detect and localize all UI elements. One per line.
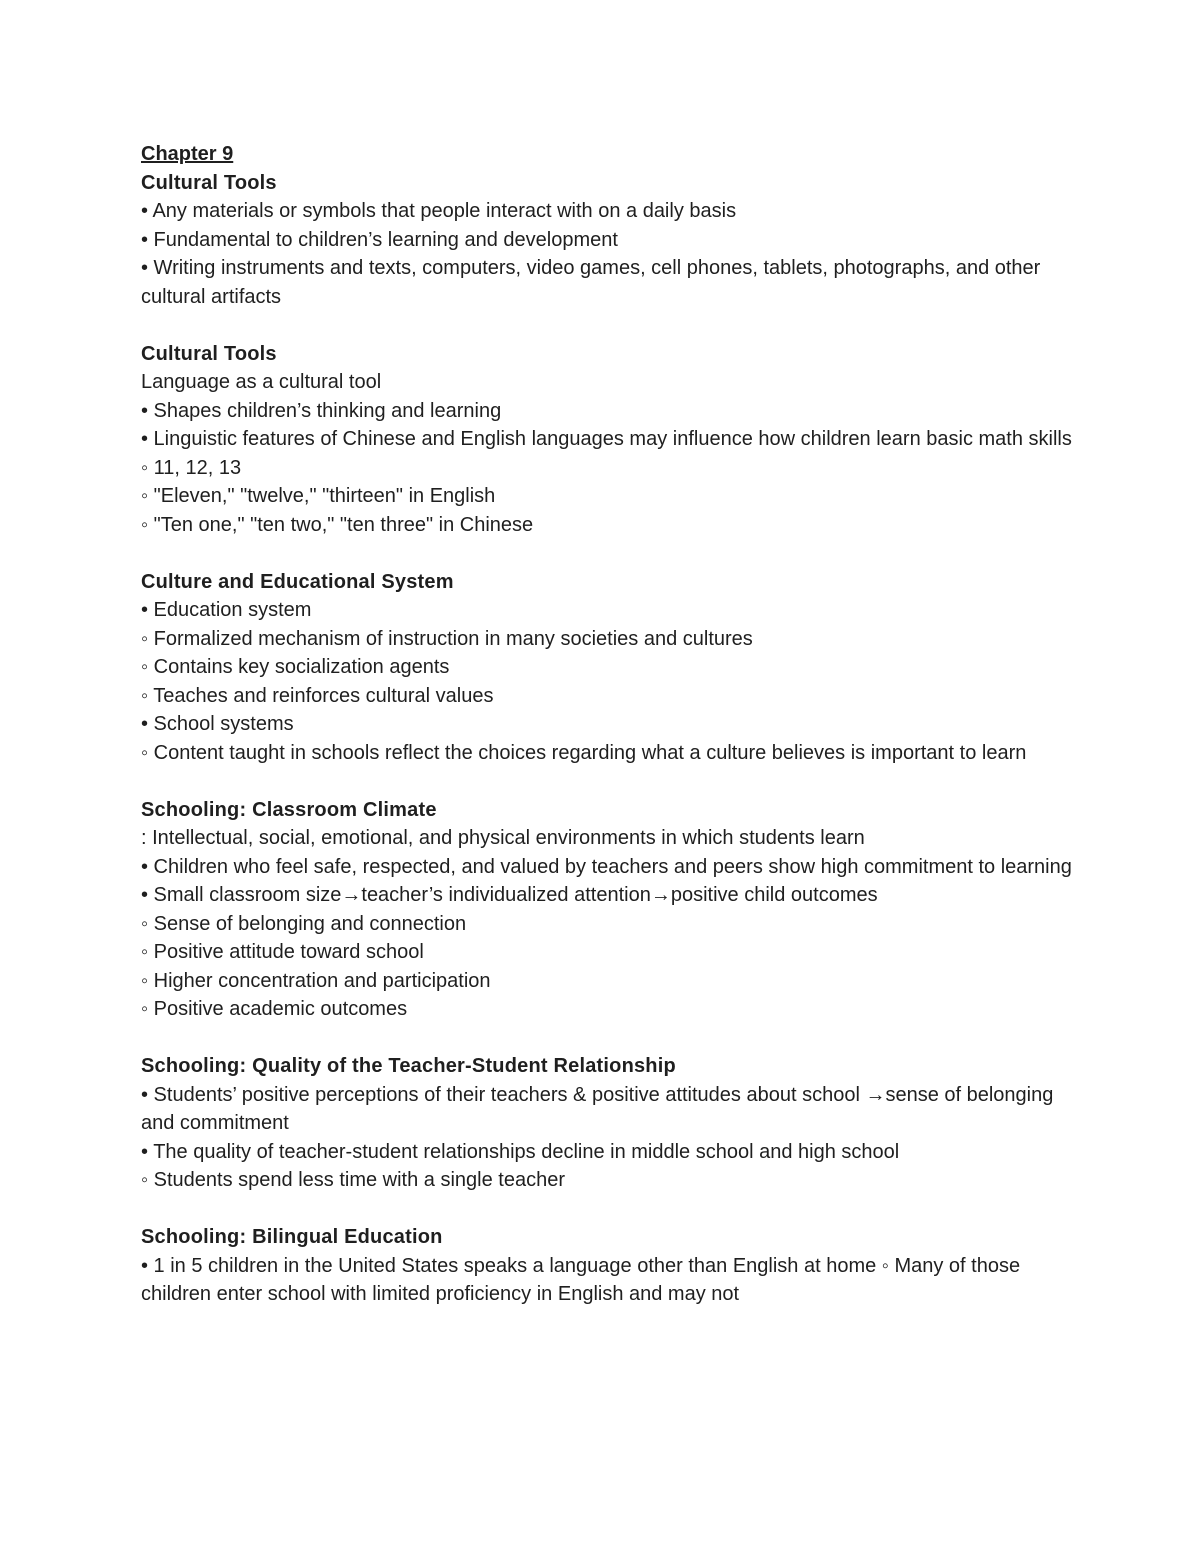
- sub-bullet-line: ◦ Sense of belonging and connection: [141, 912, 467, 935]
- bullet-line: • 1 in 5 children in the United States speaks a language other than English at home ◦ Many of those children enter school with limited proficiency in English and may not: [141, 1254, 1021, 1305]
- section-culture-educational-system: [141, 568, 1081, 768]
- document-page: [141, 140, 1081, 1337]
- section-heading: Culture and Educational System: [141, 570, 454, 593]
- sub-bullet-line: ◦ 11, 12, 13: [141, 456, 242, 479]
- section-cultural-tools-1: [141, 169, 1081, 312]
- sub-bullet-line: ◦ "Eleven," "twelve," "thirteen" in English: [141, 485, 496, 507]
- bullet-line: • Education system: [141, 599, 312, 621]
- sub-bullet-line: ◦ Teaches and reinforces cultural values: [141, 684, 494, 707]
- bullet-line: • Small classroom size→teacher’s individualized attention→positive child outcomes: [141, 884, 878, 906]
- sub-bullet-line: ◦ Students spend less time with a single teacher: [141, 1169, 565, 1191]
- bullet-line: • The quality of teacher-student relationships decline in middle school and high school: [141, 1140, 900, 1163]
- text-line: Language as a cultural tool: [141, 371, 382, 393]
- section-heading: Schooling: Classroom Climate: [141, 798, 437, 821]
- bullet-line: • Children who feel safe, respected, and valued by teachers and peers show high commitment to learning: [141, 855, 1072, 878]
- section-heading: Cultural Tools: [141, 342, 277, 365]
- sub-bullet-line: ◦ Positive attitude toward school: [141, 941, 424, 963]
- section-heading: Cultural Tools: [141, 171, 277, 194]
- bullet-line: • Any materials or symbols that people interact with on a daily basis: [141, 200, 737, 222]
- section-cultural-tools-2: [141, 340, 1081, 540]
- bullet-line: • Writing instruments and texts, computers, video games, cell phones, tablets, photographs, and other cultural artifacts: [141, 257, 1041, 308]
- sub-bullet-line: ◦ "Ten one," "ten two," "ten three" in Chinese: [141, 513, 534, 536]
- section-teacher-student-relationship: [141, 1052, 1081, 1195]
- bullet-line: • School systems: [141, 713, 294, 735]
- section-classroom-climate: [141, 796, 1081, 1024]
- sub-bullet-line: ◦ Formalized mechanism of instruction in many societies and cultures: [141, 627, 753, 650]
- chapter-title: Chapter 9: [141, 143, 234, 165]
- bullet-line: • Fundamental to children’s learning and development: [141, 228, 618, 251]
- sub-bullet-line: ◦ Content taught in schools reflect the choices regarding what a culture believes is important to learn: [141, 741, 1027, 764]
- sub-bullet-line: ◦ Higher concentration and participation: [141, 969, 491, 992]
- bullet-line: • Linguistic features of Chinese and English languages may influence how children learn basic math skills: [141, 428, 1072, 450]
- sub-bullet-line: ◦ Contains key socialization agents: [141, 656, 450, 678]
- section-bilingual-education: [141, 1223, 1081, 1309]
- section-heading: Schooling: Quality of the Teacher-Student Relationship: [141, 1055, 676, 1077]
- bullet-line: • Shapes children’s thinking and learning: [141, 399, 502, 422]
- text-line: : Intellectual, social, emotional, and physical environments in which students learn: [141, 827, 865, 849]
- section-heading: Schooling: Bilingual Education: [141, 1226, 443, 1248]
- sub-bullet-line: ◦ Positive academic outcomes: [141, 998, 408, 1020]
- bullet-line: • Students’ positive perceptions of their teachers & positive attitudes about school →sense of belonging and commitment: [141, 1083, 1054, 1134]
